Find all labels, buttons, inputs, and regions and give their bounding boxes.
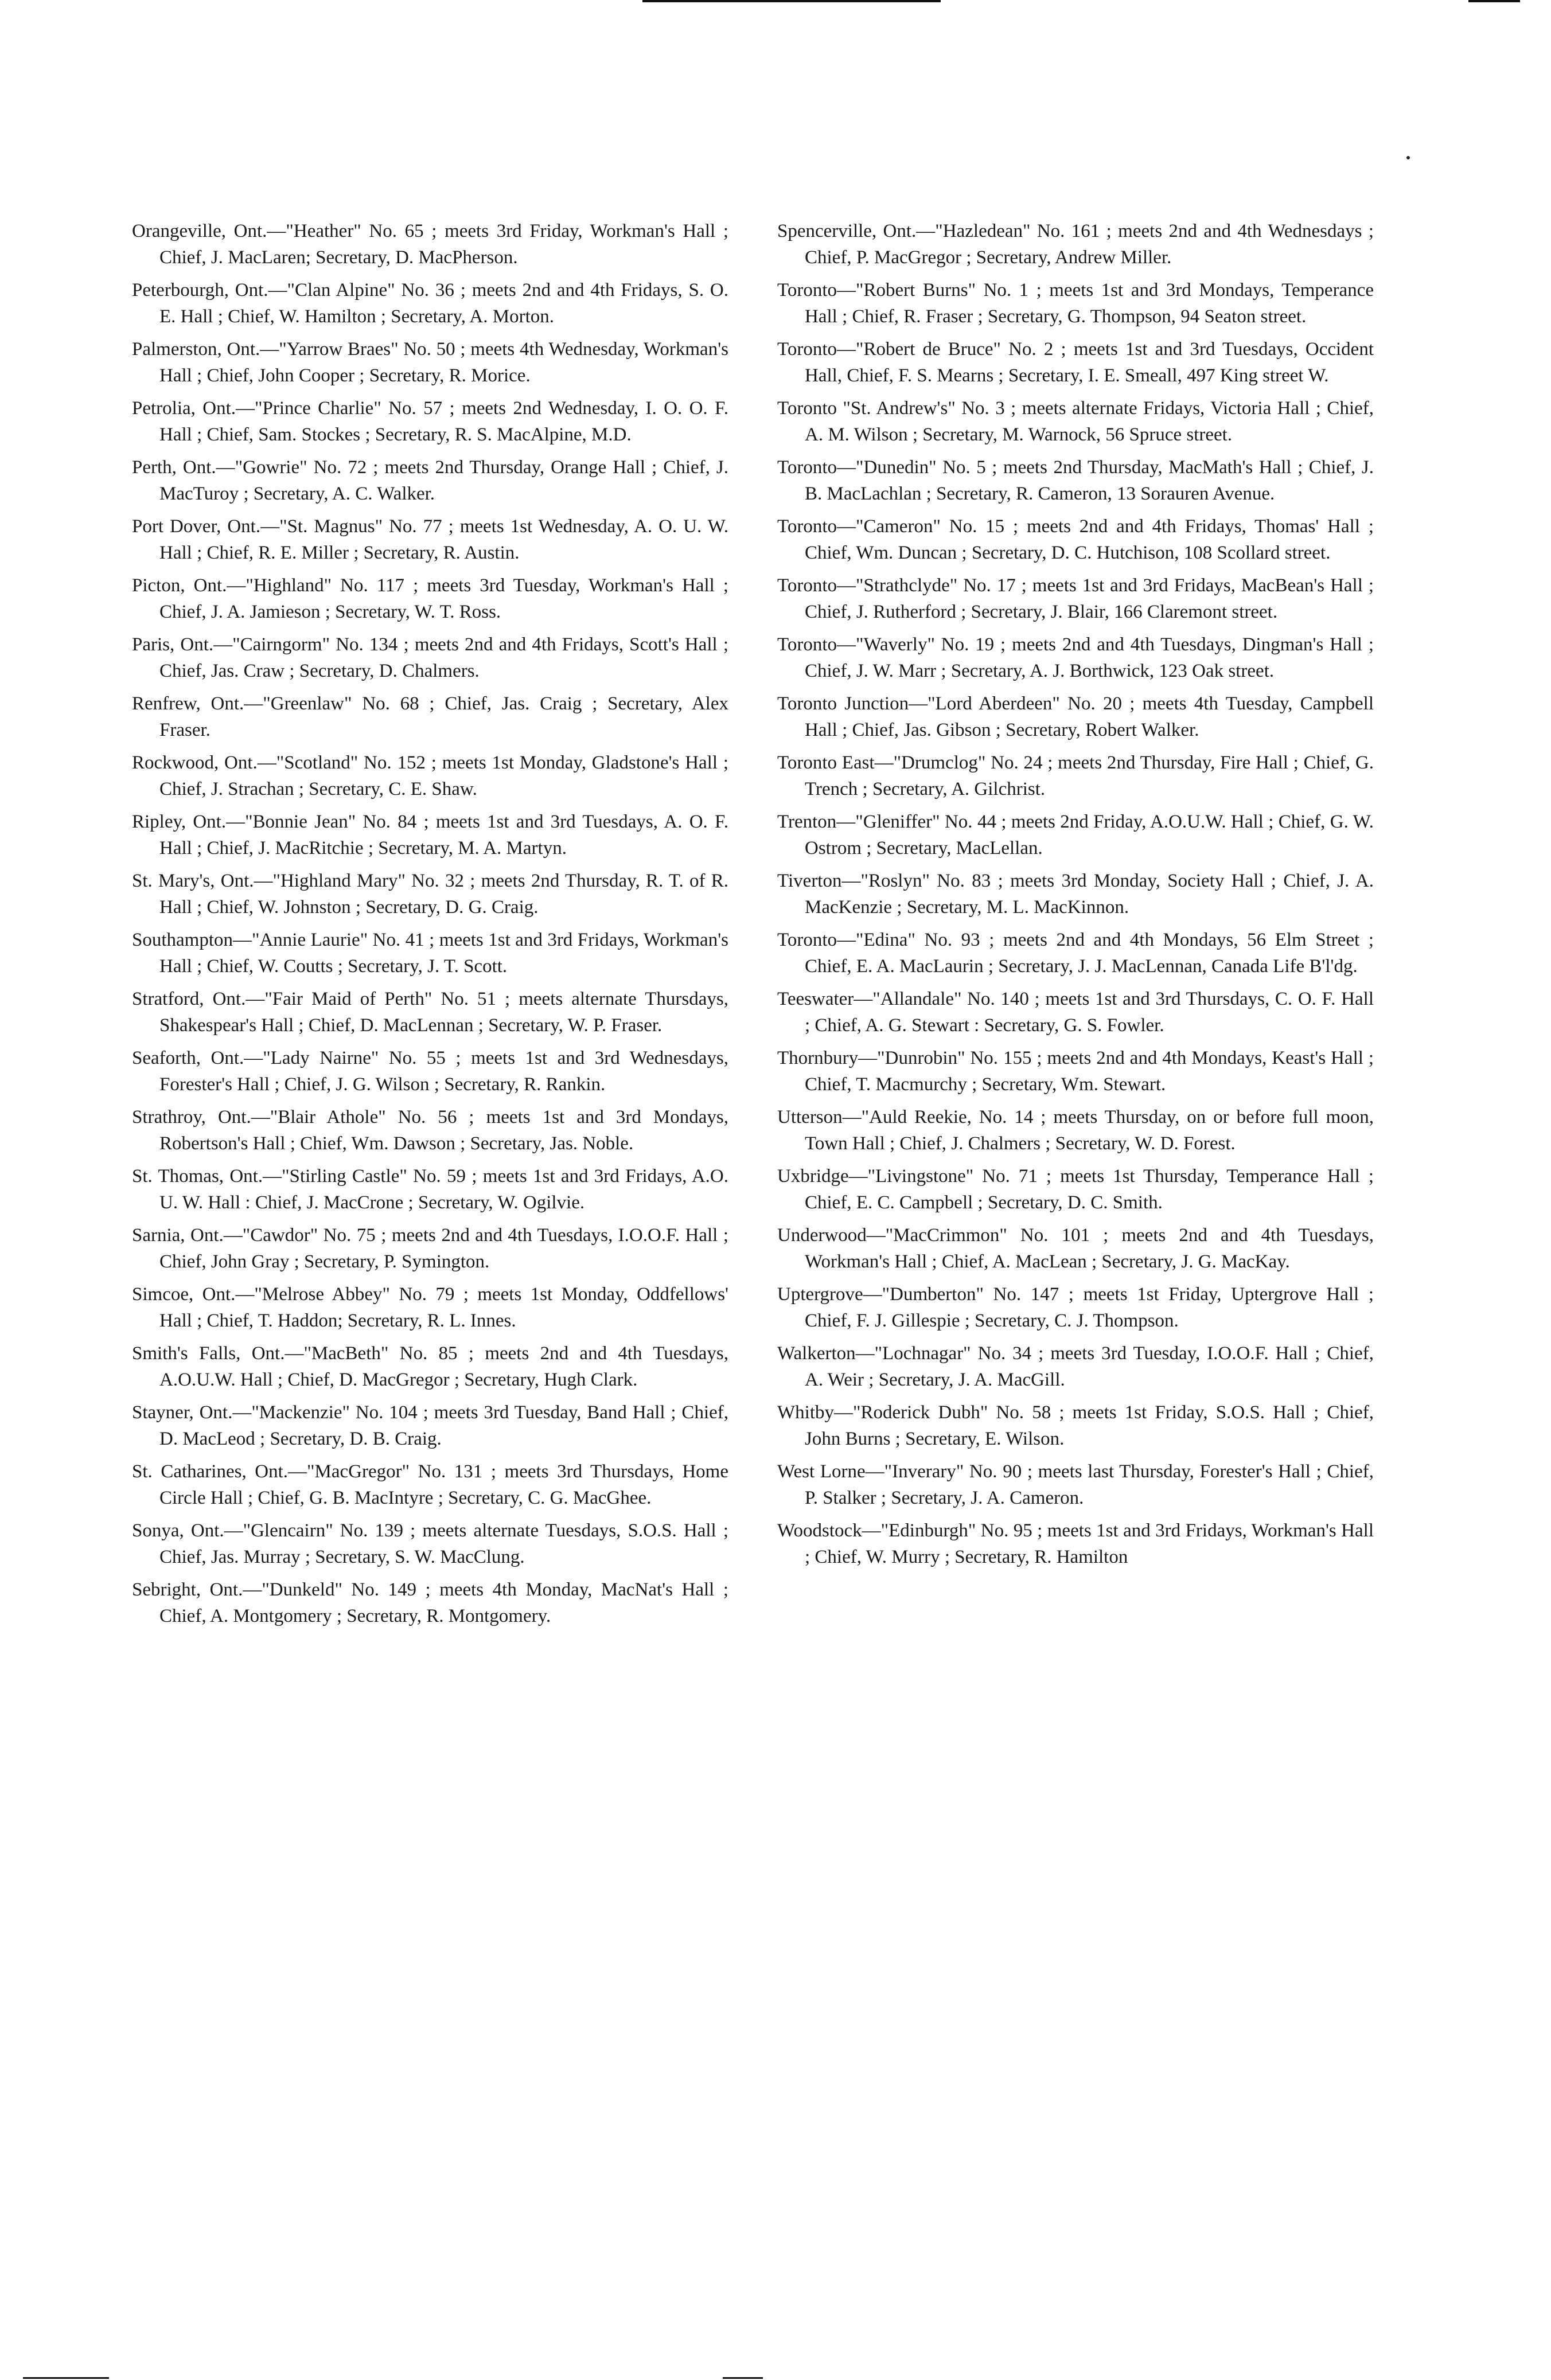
directory-entry: Port Dover, Ont.—"St. Magnus" No. 77 ; meets 1st Wednesday, A. O. U. W. Hall ; Chief, R. E. Miller ; Secretary, R. Austin. <box>132 516 728 563</box>
directory-entry: Uxbridge—"Livingstone" No. 71 ; meets 1st Thursday, Temperance Hall ; Chief, E. C. Campbell ; Secretary, D. C. Smith. <box>777 1166 1374 1213</box>
directory-entry: Toronto "St. Andrew's" No. 3 ; meets alternate Fridays, Victoria Hall ; Chief, A. M. Wilson ; Secretary, M. Warnock, 56 Spruce street. <box>777 398 1374 445</box>
directory-entry: Tiverton—"Roslyn" No. 83 ; meets 3rd Monday, Society Hall ; Chief, J. A. MacKenzie ; Secretary, M. L. MacKinnon. <box>777 871 1374 918</box>
directory-entry: Sonya, Ont.—"Glencairn" No. 139 ; meets alternate Tuesdays, S.O.S. Hall ; Chief, Jas. Murray ; Secretary, S. W. MacClung. <box>132 1520 728 1567</box>
directory-entry: Toronto—"Robert de Bruce" No. 2 ; meets 1st and 3rd Tuesdays, Occident Hall, Chief, F. S. Mearns ; Secretary, I. E. Smeall, 497 King street W. <box>777 339 1374 386</box>
directory-entry: Sebright, Ont.—"Dunkeld" No. 149 ; meets 4th Monday, MacNat's Hall ; Chief, A. Montgomery ; Secretary, R. Montgomery. <box>132 1579 728 1626</box>
directory-entry: Thornbury—"Dunrobin" No. 155 ; meets 2nd and 4th Mondays, Keast's Hall ; Chief, T. Macmurchy ; Secretary, Wm. Stewart. <box>777 1048 1374 1095</box>
directory-entry: Teeswater—"Allandale" No. 140 ; meets 1st and 3rd Thursdays, C. O. F. Hall ; Chief, A. G. Stewart : Secretary, G. S. Fowler. <box>777 989 1374 1036</box>
directory-entry: Toronto—"Robert Burns" No. 1 ; meets 1st and 3rd Mondays, Temperance Hall ; Chief, R. Fraser ; Secretary, G. Thompson, 94 Seaton street. <box>777 280 1374 327</box>
directory-entry: Toronto East—"Drumclog" No. 24 ; meets 2nd Thursday, Fire Hall ; Chief, G. Trench ; Secretary, A. Gilchrist. <box>777 752 1374 799</box>
directory-entry: Rockwood, Ont.—"Scotland" No. 152 ; meets 1st Monday, Gladstone's Hall ; Chief, J. Strachan ; Secretary, C. E. Shaw. <box>132 752 728 799</box>
directory-entry: Trenton—"Gleniffer" No. 44 ; meets 2nd Friday, A.O.U.W. Hall ; Chief, G. W. Ostrom ; Secretary, MacLellan. <box>777 811 1374 859</box>
directory-entry: Stratford, Ont.—"Fair Maid of Perth" No. 51 ; meets alternate Thursdays, Shakespear's Hall ; Chief, D. MacLennan ; Secretary, W. P. Fraser. <box>132 989 728 1036</box>
directory-entry: Peterbourgh, Ont.—"Clan Alpine" No. 36 ; meets 2nd and 4th Fridays, S. O. E. Hall ; Chief, W. Hamilton ; Secretary, A. Morton. <box>132 280 728 327</box>
directory-entry: Toronto Junction—"Lord Aberdeen" No. 20 ; meets 4th Tuesday, Campbell Hall ; Chief, Jas. Gibson ; Secretary, Robert Walker. <box>777 693 1374 740</box>
directory-entry: Toronto—"Waverly" No. 19 ; meets 2nd and 4th Tuesdays, Dingman's Hall ; Chief, J. W. Marr ; Secretary, A. J. Borthwick, 123 Oak street. <box>777 634 1374 681</box>
directory-entry: Simcoe, Ont.—"Melrose Abbey" No. 79 ; meets 1st Monday, Oddfellows' Hall ; Chief, T. Haddon; Secretary, R. L. Innes. <box>132 1284 728 1331</box>
directory-entry: Smith's Falls, Ont.—"MacBeth" No. 85 ; meets 2nd and 4th Tuesdays, A.O.U.W. Hall ; Chief, D. MacGregor ; Secretary, Hugh Clark. <box>132 1343 728 1390</box>
right-column <box>777 218 1374 1577</box>
directory-entry: Paris, Ont.—"Cairngorm" No. 134 ; meets 2nd and 4th Fridays, Scott's Hall ; Chief, Jas. Craw ; Secretary, D. Chalmers. <box>132 634 728 681</box>
directory-entry: Woodstock—"Edinburgh" No. 95 ; meets 1st and 3rd Fridays, Workman's Hall ; Chief, W. Murry ; Secretary, R. Hamilton <box>777 1520 1374 1567</box>
directory-entry: Perth, Ont.—"Gowrie" No. 72 ; meets 2nd Thursday, Orange Hall ; Chief, J. MacTuroy ; Secretary, A. C. Walker. <box>132 457 728 504</box>
directory-entry: Petrolia, Ont.—"Prince Charlie" No. 57 ; meets 2nd Wednesday, I. O. O. F. Hall ; Chief, Sam. Stockes ; Secretary, R. S. MacAlpine, M.D. <box>132 398 728 445</box>
directory-entry: Toronto—"Edina" No. 93 ; meets 2nd and 4th Mondays, 56 Elm Street ; Chief, E. A. MacLaurin ; Secretary, J. J. MacLennan, Canada Life B'l'dg. <box>777 930 1374 977</box>
directory-entry: Whitby—"Roderick Dubh" No. 58 ; meets 1st Friday, S.O.S. Hall ; Chief, John Burns ; Secretary, E. Wilson. <box>777 1402 1374 1449</box>
directory-entry: Sarnia, Ont.—"Cawdor" No. 75 ; meets 2nd and 4th Tuesdays, I.O.O.F. Hall ; Chief, John Gray ; Secretary, P. Symington. <box>132 1225 728 1272</box>
directory-entry: Walkerton—"Lochnagar" No. 34 ; meets 3rd Tuesday, I.O.O.F. Hall ; Chief, A. Weir ; Secretary, J. A. MacGill. <box>777 1343 1374 1390</box>
directory-entry: Toronto—"Strathclyde" No. 17 ; meets 1st and 3rd Fridays, MacBean's Hall ; Chief, J. Rutherford ; Secretary, J. Blair, 166 Claremont street. <box>777 575 1374 622</box>
directory-entry: Southampton—"Annie Laurie" No. 41 ; meets 1st and 3rd Fridays, Workman's Hall ; Chief, W. Coutts ; Secretary, J. T. Scott. <box>132 930 728 977</box>
directory-entry: Spencerville, Ont.—"Hazledean" No. 161 ; meets 2nd and 4th Wednesdays ; Chief, P. MacGregor ; Secretary, Andrew Miller. <box>777 221 1374 268</box>
directory-entry: Toronto—"Cameron" No. 15 ; meets 2nd and 4th Fridays, Thomas' Hall ; Chief, Wm. Duncan ; Secretary, D. C. Hutchison, 108 Scollard street. <box>777 516 1374 563</box>
top-edge-rule-right <box>1468 0 1520 2</box>
directory-entry: St. Catharines, Ont.—"MacGregor" No. 131 ; meets 3rd Thursdays, Home Circle Hall ; Chief, G. B. MacIntyre ; Secretary, C. G. MacGhee. <box>132 1461 728 1508</box>
directory-entry: Picton, Ont.—"Highland" No. 117 ; meets 3rd Tuesday, Workman's Hall ; Chief, J. A. Jamieson ; Secretary, W. T. Ross. <box>132 575 728 622</box>
directory-entry: Ripley, Ont.—"Bonnie Jean" No. 84 ; meets 1st and 3rd Tuesdays, A. O. F. Hall ; Chief, J. MacRitchie ; Secretary, M. A. Martyn. <box>132 811 728 859</box>
directory-entry: Toronto—"Dunedin" No. 5 ; meets 2nd Thursday, MacMath's Hall ; Chief, J. B. MacLachlan ; Secretary, R. Cameron, 13 Sorauren Avenue. <box>777 457 1374 504</box>
directory-entry: St. Mary's, Ont.—"Highland Mary" No. 32 ; meets 2nd Thursday, R. T. of R. Hall ; Chief, W. Johnston ; Secretary, D. G. Craig. <box>132 871 728 918</box>
directory-entry: Utterson—"Auld Reekie, No. 14 ; meets Thursday, on or before full moon, Town Hall ; Chief, J. Chalmers ; Secretary, W. D. Forest. <box>777 1107 1374 1154</box>
directory-entry: Uptergrove—"Dumberton" No. 147 ; meets 1st Friday, Uptergrove Hall ; Chief, F. J. Gillespie ; Secretary, C. J. Thompson. <box>777 1284 1374 1331</box>
top-edge-rule <box>642 0 941 2</box>
directory-entry: West Lorne—"Inverary" No. 90 ; meets last Thursday, Forester's Hall ; Chief, P. Stalker ; Secretary, J. A. Cameron. <box>777 1461 1374 1508</box>
directory-entry: Stayner, Ont.—"Mackenzie" No. 104 ; meets 3rd Tuesday, Band Hall ; Chief, D. MacLeod ; Secretary, D. B. Craig. <box>132 1402 728 1449</box>
bottom-edge-rule-center <box>723 2377 763 2379</box>
directory-entry: St. Thomas, Ont.—"Stirling Castle" No. 59 ; meets 1st and 3rd Fridays, A.O. U. W. Hall : Chief, J. MacCrone ; Secretary, W. Ogilvie. <box>132 1166 728 1213</box>
left-column <box>132 218 728 1636</box>
directory-entry: Seaforth, Ont.—"Lady Nairne" No. 55 ; meets 1st and 3rd Wednesdays, Forester's Hall ; Chief, J. G. Wilson ; Secretary, R. Rankin. <box>132 1048 728 1095</box>
directory-entry: Underwood—"MacCrimmon" No. 101 ; meets 2nd and 4th Tuesdays, Workman's Hall ; Chief, A. MacLean ; Secretary, J. G. MacKay. <box>777 1225 1374 1272</box>
directory-entry: Renfrew, Ont.—"Greenlaw" No. 68 ; Chief, Jas. Craig ; Secretary, Alex Fraser. <box>132 693 728 740</box>
speck-mark <box>1406 156 1410 159</box>
directory-entry: Orangeville, Ont.—"Heather" No. 65 ; meets 3rd Friday, Workman's Hall ; Chief, J. MacLaren; Secretary, D. MacPherson. <box>132 221 728 268</box>
directory-entry: Palmerston, Ont.—"Yarrow Braes" No. 50 ; meets 4th Wednesday, Workman's Hall ; Chief, John Cooper ; Secretary, R. Morice. <box>132 339 728 386</box>
directory-entry: Strathroy, Ont.—"Blair Athole" No. 56 ; meets 1st and 3rd Mondays, Robertson's Hall ; Chief, Wm. Dawson ; Secretary, Jas. Noble. <box>132 1107 728 1154</box>
bottom-edge-rule <box>23 2377 109 2379</box>
